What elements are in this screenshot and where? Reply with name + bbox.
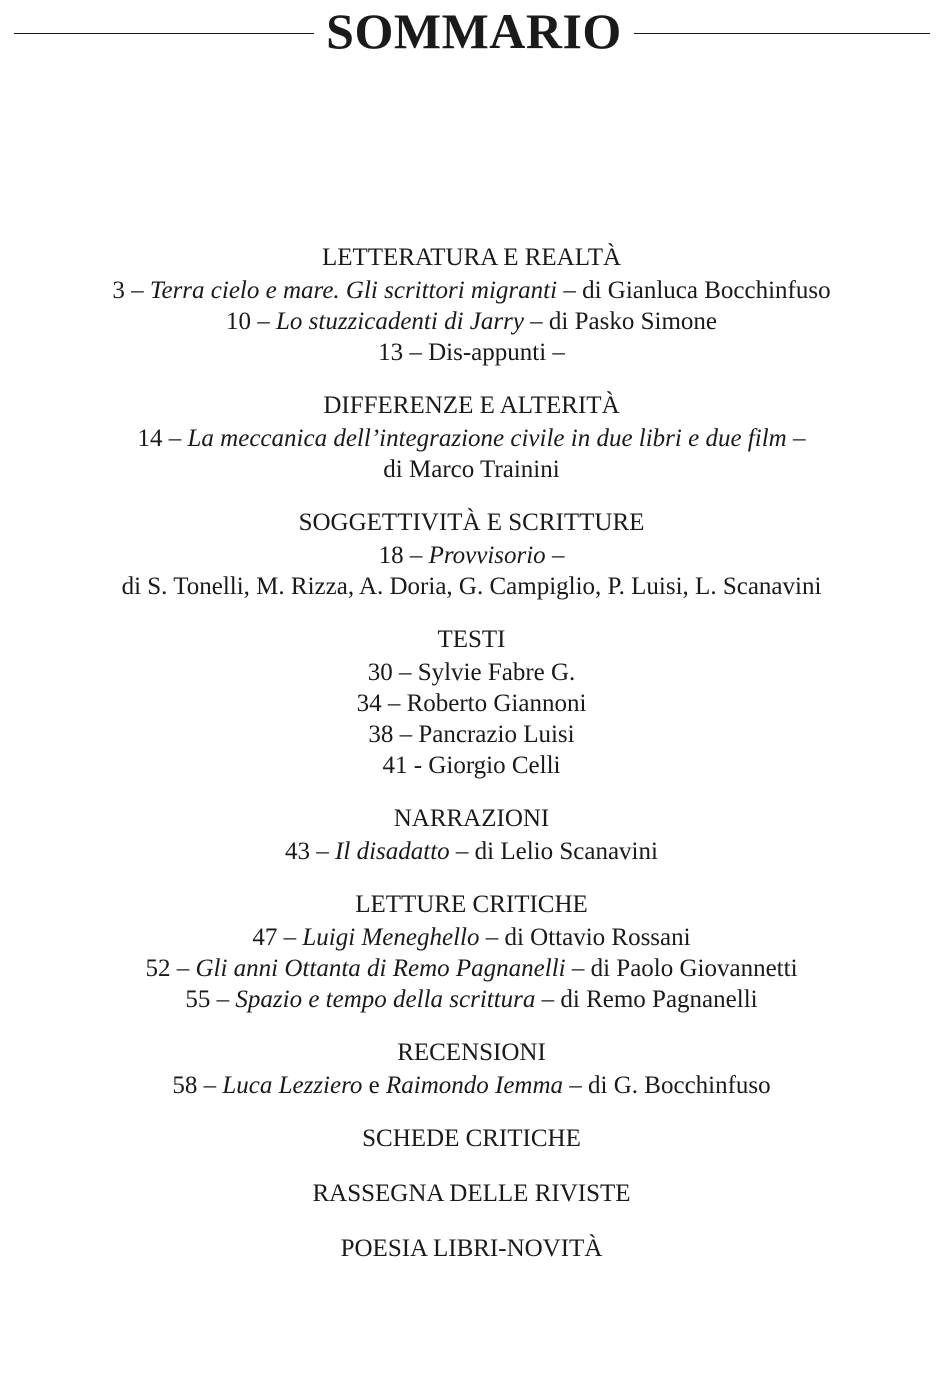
entry-title: Provvisorio <box>428 542 546 569</box>
entry-title: La meccanica dell’integrazione civile in due libri e due film <box>187 425 787 452</box>
page-header <box>0 0 943 60</box>
toc-entry <box>0 922 943 953</box>
entry-page: 34 <box>356 690 382 717</box>
entry-author: Roberto Giannoni <box>406 690 587 717</box>
entry-separator: – <box>210 986 236 1013</box>
entry-page: 3 <box>112 277 125 304</box>
entry-separator: – <box>392 659 418 686</box>
table-of-contents <box>0 240 943 1266</box>
toc-section <box>0 240 943 368</box>
entry-author: – di Remo Pagnanelli <box>535 986 758 1013</box>
toc-entry <box>0 1070 943 1101</box>
entry-author: – di Lelio Scanavini <box>449 838 658 865</box>
toc-entry <box>0 306 943 337</box>
toc-section <box>0 1035 943 1101</box>
toc-entry <box>0 688 943 719</box>
entry-separator: - <box>407 752 429 779</box>
entry-conjunction: e <box>362 1072 386 1099</box>
entry-separator: – <box>170 955 196 982</box>
entry-separator: – <box>403 339 429 366</box>
entry-author: – <box>545 542 565 569</box>
entry-page: 14 <box>137 425 163 452</box>
entry-page: 52 <box>145 955 171 982</box>
entry-author: – di Pasko Simone <box>523 308 717 335</box>
entry-author: di Marco Trainini <box>383 456 560 483</box>
entry-author: – di Ottavio Rossani <box>479 924 691 951</box>
entry-page: 55 <box>185 986 211 1013</box>
toc-section <box>0 388 943 485</box>
entry-title: Luca Lezziero <box>222 1072 363 1099</box>
entry-page: 38 <box>368 721 394 748</box>
section-title: LETTURE CRITICHE <box>355 891 588 918</box>
toc-entry-author <box>0 571 943 602</box>
section-title: SOGGETTIVITÀ E SCRITTURE <box>298 509 645 536</box>
toc-section <box>0 622 943 781</box>
entry-separator: – <box>381 690 407 717</box>
entry-page: 43 <box>285 838 311 865</box>
toc-section <box>0 1176 943 1211</box>
toc-section <box>0 887 943 1015</box>
entry-separator: – <box>277 924 303 951</box>
entry-author: Pancrazio Luisi <box>418 721 575 748</box>
entry-author: Dis-appunti – <box>428 339 565 366</box>
entry-title: Spazio e tempo della scrittura <box>235 986 536 1013</box>
toc-entry <box>0 337 943 368</box>
page-title: SOMMARIO <box>326 3 622 59</box>
section-title: DIFFERENZE E ALTERITÀ <box>323 392 620 419</box>
toc-entry <box>0 423 943 454</box>
entry-author: – <box>786 425 806 452</box>
entry-page: 10 <box>226 308 251 335</box>
toc-entry <box>0 275 943 306</box>
entry-separator: – <box>393 721 419 748</box>
entry-title: Terra cielo e mare. Gli scrittori migranti <box>149 277 558 304</box>
section-title: POESIA LIBRI-NOVITÀ <box>340 1235 603 1262</box>
toc-section <box>0 801 943 867</box>
toc-entry <box>0 953 943 984</box>
entry-author: di S. Tonelli, M. Rizza, A. Doria, G. Campiglio, P. Luisi, L. Scanavini <box>121 573 822 600</box>
entry-author: – di Gianluca Bocchinfuso <box>557 277 831 304</box>
entry-title-2: Raimondo Iemma <box>385 1072 564 1099</box>
section-title: NARRAZIONI <box>393 805 550 832</box>
section-title: RECENSIONI <box>397 1039 546 1066</box>
section-title: SCHEDE CRITICHE <box>362 1125 581 1152</box>
toc-entry-author <box>0 454 943 485</box>
section-title: TESTI <box>437 626 506 653</box>
entry-author: – di G. Bocchinfuso <box>563 1072 771 1099</box>
entry-title: Luigi Meneghello <box>302 924 480 951</box>
entry-author: Giorgio Celli <box>428 752 561 779</box>
header-rule-left <box>14 33 314 34</box>
entry-title: Gli anni Ottanta di Remo Pagnanelli <box>195 955 566 982</box>
entry-title: Il disadatto <box>335 838 450 865</box>
entry-page: 18 <box>378 542 404 569</box>
entry-author: Sylvie Fabre G. <box>417 659 576 686</box>
entry-title: Lo stuzzicadenti di Jarry <box>276 308 524 335</box>
toc-entry <box>0 836 943 867</box>
entry-separator: – <box>403 542 429 569</box>
toc-entry <box>0 540 943 571</box>
entry-page: 58 <box>172 1072 198 1099</box>
entry-page: 41 <box>382 752 408 779</box>
toc-section <box>0 1121 943 1156</box>
toc-entry <box>0 750 943 781</box>
entry-separator: – <box>310 838 336 865</box>
entry-separator: – <box>162 425 188 452</box>
toc-entry <box>0 984 943 1015</box>
entry-page: 13 <box>378 339 404 366</box>
toc-entry <box>0 719 943 750</box>
header-rule-right <box>634 33 930 34</box>
entry-page: 30 <box>367 659 393 686</box>
toc-entry <box>0 657 943 688</box>
entry-separator: – <box>124 277 150 304</box>
section-title: LETTERATURA E REALTÀ <box>321 244 622 271</box>
entry-author: – di Paolo Giovannetti <box>565 955 798 982</box>
section-title: RASSEGNA DELLE RIVISTE <box>312 1180 631 1207</box>
entry-page: 47 <box>252 924 278 951</box>
toc-section <box>0 1231 943 1266</box>
entry-separator: – <box>197 1072 223 1099</box>
toc-section <box>0 505 943 602</box>
entry-separator: – <box>251 308 276 335</box>
